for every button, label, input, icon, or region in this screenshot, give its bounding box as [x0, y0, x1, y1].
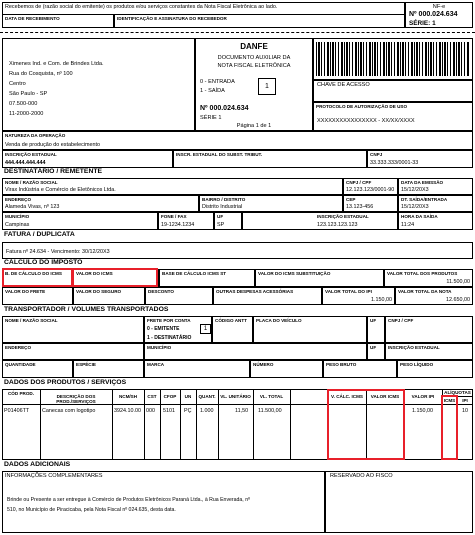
- emitente-line-4: São Paulo - SP: [9, 91, 48, 97]
- transp-uf2-label: UF: [370, 345, 377, 350]
- transportador-title: TRANSPORTADOR / VOLUMES TRANSPORTADOS: [4, 306, 169, 313]
- vol-peso-liquido-box: [397, 360, 473, 378]
- bc-st-label: BASE DE CÁLCULO ICMS ST: [162, 271, 227, 276]
- vol-marca-box: [144, 360, 250, 378]
- dest-saida-box: [398, 195, 473, 212]
- th-aliq-ipi: IPI: [462, 398, 468, 403]
- seguro-box: [73, 287, 145, 305]
- th-vcalc: V. CÁLC. ICMS: [331, 394, 363, 399]
- dest-fone-label: FONE / FAX: [161, 214, 187, 219]
- th-un: UN: [184, 394, 192, 399]
- th-cfop: CFOP: [163, 394, 177, 399]
- col-sep: [253, 389, 254, 460]
- transp-municipio-box: [144, 343, 367, 360]
- nota-total-label: VALOR TOTAL DA NOTA: [398, 289, 452, 294]
- td-cfop: 5101: [163, 408, 175, 414]
- col-sep: [180, 389, 181, 460]
- dest-cnpj-label: CNPJ / CPF: [346, 180, 372, 185]
- ie-box: [2, 150, 173, 168]
- dest-uf-box: [214, 212, 242, 230]
- col-sep: [144, 389, 145, 460]
- cut-line: [0, 32, 475, 33]
- vol-especie-label: ESPÉCIE: [76, 362, 96, 367]
- danfe-subtitle-2: NOTA FISCAL ELETRÔNICA: [217, 63, 291, 69]
- dest-ie-value: 123.123.123.123: [317, 222, 358, 228]
- outras-box: [213, 287, 322, 305]
- dest-cep-value: 13.123-456: [346, 204, 374, 210]
- danfe-number: Nº 000.024.634: [200, 105, 249, 112]
- vol-numero-label: NÚMERO: [253, 362, 274, 367]
- emit-cnpj-label: CNPJ: [370, 152, 383, 157]
- col-sep: [196, 389, 197, 460]
- vol-numero-box: [250, 360, 323, 378]
- reservado-fisco-box: [325, 471, 473, 533]
- transp-cnpj-box: [385, 316, 473, 343]
- chave-label: CHAVE DE ACESSO: [317, 82, 370, 88]
- dest-nome-value: Virax Indústria e Comércio de Eletônicos Ltda.: [5, 187, 116, 193]
- col-sep: [218, 389, 219, 460]
- th-aliq-icms: ICMS: [443, 398, 456, 403]
- transp-ie-label: INSCRIÇÃO ESTADUAL: [388, 345, 440, 350]
- emit-cnpj-box: [367, 150, 473, 168]
- th-desc: DESCRIÇÃO DOS PROD./SERVIÇOS: [56, 394, 96, 404]
- danfe-title: DANFE: [240, 42, 268, 51]
- transp-endereco-label: ENDEREÇO: [5, 345, 32, 350]
- dest-hora-box: [398, 212, 473, 230]
- emitente-line-1: Ximenes Ind. e Com. de Brindes Ltda.: [9, 61, 104, 67]
- destinatario-title: DESTINATÁRIO / REMETENTE: [4, 168, 103, 175]
- transp-cnpj-label: CNPJ / CPF: [388, 318, 414, 323]
- ipi-total-label: VALOR TOTAL DO IPI: [325, 289, 372, 294]
- emitente-line-3: Centro: [9, 81, 26, 87]
- dest-fone-value: 19-1234.1234: [161, 222, 195, 228]
- dest-bairro-box: [199, 195, 343, 212]
- natureza-label: NATUREZA DA OPERAÇÃO: [5, 133, 66, 138]
- receipt-text: Recebemos de (razão social do emitente) os produtos e/ou serviços constantes da Nota Fiscal Eletrônica ao lado.: [5, 4, 278, 10]
- ipi-total-box: [322, 287, 395, 305]
- info-line-2: 510, no Município de Piracicaba, pela Nota Fiscal nº 024.635, desta data.: [7, 507, 176, 513]
- transp-municipio-label: MUNICÍPIO: [147, 345, 172, 350]
- imposto-title: CÁLCULO DO IMPOSTO: [4, 259, 83, 266]
- dest-endereco-label: ENDEREÇO: [5, 197, 32, 202]
- td-desc: Canecas com logotipo: [42, 408, 96, 414]
- v-st-box: [255, 269, 384, 287]
- receipt-nfe-serie: SÉRIE: 1: [409, 20, 436, 27]
- emitente-line-2: Rua do Cosquista, nº 100: [9, 71, 73, 77]
- dest-endereco-value: Alameda Vivas, nº 123: [5, 204, 60, 210]
- outras-label: OUTRAS DESPESAS ACESSÓRIAS: [216, 289, 294, 294]
- fatura-text: Fatura nº 24.634 - Vencimento: 30/12/20X3: [6, 249, 110, 255]
- ie-value: 444.444.444.444: [5, 160, 46, 166]
- protocolo-box: [313, 102, 473, 131]
- ie-st-label: INSCR. ESTADUAL DO SUBST. TRIBUT.: [176, 152, 263, 157]
- transp-frete-emitente: 0 - EMITENTE: [147, 326, 180, 332]
- chave-box: [313, 80, 473, 102]
- receipt-nfe-box: [405, 2, 473, 28]
- td-cst: 000: [146, 408, 155, 414]
- td-ncm: 3924.10.00: [114, 408, 141, 414]
- receipt-date-label: DATA DE RECEBIMENTO: [5, 16, 60, 21]
- dest-municipio-label: MUNICÍPIO: [5, 214, 30, 219]
- ie-st-box: [173, 150, 367, 168]
- td-aliq-ipi: 10: [462, 408, 468, 414]
- dest-ie-box: [242, 212, 398, 230]
- v-st-label: VALOR DO ICMS SUBSTITUIÇÃO: [258, 271, 331, 276]
- adicionais-title: DADOS ADICIONAIS: [4, 461, 71, 468]
- highlight-icms-values: [327, 389, 405, 460]
- td-vunit: 11,50: [235, 408, 249, 414]
- th-ncm: NCM/SH: [118, 394, 138, 399]
- danfe-box: [195, 38, 313, 131]
- vol-peso-bruto-box: [323, 360, 397, 378]
- receipt-signature-field[interactable]: [114, 14, 405, 28]
- vol-especie-box: [73, 360, 144, 378]
- transp-uf-label: UF: [370, 318, 377, 323]
- col-sep: [112, 389, 113, 460]
- fatura-box: [2, 242, 473, 259]
- vol-quantidade-label: QUANTIDADE: [5, 362, 36, 367]
- th-aliq: ALÍQUOTAS: [444, 390, 471, 395]
- natureza-value: Venda de produção do estabelecimento: [5, 142, 101, 148]
- th-cst: CST: [147, 394, 157, 399]
- nota-total-box: [395, 287, 473, 305]
- th-vunit: VL. UNITÁRIO: [220, 394, 251, 399]
- transp-uf-box: [367, 316, 385, 343]
- danfe-subtitle-1: DOCUMENTO AUXILIAR DA: [217, 55, 291, 61]
- transp-placa-box: [253, 316, 367, 343]
- protocolo-value: XXXXXXXXXXXXXXXX - XX/XX/XXXX: [317, 118, 415, 124]
- transp-uf2-box: [367, 343, 385, 360]
- transp-placa-label: PLACA DO VEÍCULO: [256, 318, 302, 323]
- dest-endereco-box: [2, 195, 199, 212]
- dest-cep-box: [343, 195, 398, 212]
- highlight-v-icms: [72, 268, 158, 287]
- transp-nome-label: NOME / RAZÃO SOCIAL: [5, 318, 58, 323]
- danfe-serie: SÉRIE 1: [200, 115, 222, 121]
- emitente-line-6: 11-2000-2000: [9, 111, 44, 117]
- dest-cep-label: CEP: [346, 197, 356, 202]
- transp-endereco-box: [2, 343, 144, 360]
- transp-frete-box: [144, 316, 212, 343]
- frete-box: [2, 287, 73, 305]
- danfe-pagina: Página 1 de 1: [236, 123, 272, 129]
- dest-uf-value: SP: [217, 222, 225, 228]
- produtos-title: DADOS DOS PRODUTOS / SERVIÇOS: [4, 379, 127, 386]
- natureza-box: [2, 131, 473, 150]
- v-prod-value: 11.500,00: [446, 279, 470, 285]
- desconto-box: [145, 287, 213, 305]
- emit-cnpj-value: 33.333.333/0001-33: [370, 160, 419, 166]
- v-prod-box: [384, 269, 473, 287]
- transp-frete-dest: 1 - DESTINATÁRIO: [147, 335, 192, 341]
- dest-cnpj-value: 12.123.123/0001-90: [346, 187, 395, 193]
- td-un: PÇ: [184, 408, 192, 414]
- th-vicms: VALOR ICMS: [370, 394, 400, 399]
- vol-quantidade-box: [2, 360, 73, 378]
- vol-peso-liquido-label: PESO LÍQUIDO: [400, 362, 434, 367]
- transp-frete-value: 1: [200, 324, 211, 334]
- emitente-box: [2, 38, 195, 131]
- danfe-saida: 1 - SAÍDA: [200, 88, 225, 94]
- vol-peso-bruto-label: PESO BRUTO: [326, 362, 357, 367]
- emitente-line-5: 07.500-000: [9, 101, 38, 107]
- transp-antt-box: [212, 316, 253, 343]
- td-quant: 1.000: [200, 408, 214, 414]
- dest-municipio-box: [2, 212, 158, 230]
- dest-municipio-value: Campinas: [5, 222, 30, 228]
- transp-ie-box: [385, 343, 473, 360]
- receipt-signature-label: IDENTIFICAÇÃO E ASSINATURA DO RECEBEDOR: [117, 16, 227, 21]
- dest-nome-label: NOME / RAZÃO SOCIAL: [5, 180, 58, 185]
- th-cod: CÓD PROD.: [7, 391, 35, 396]
- info-line-1: Brinde ou Presente a ser entregue à Comércio de Produtos Eletrônicos Paraná Ltda., à Rua Enverada, nº: [7, 497, 250, 503]
- receipt-nfe-label: NF-e: [432, 4, 446, 10]
- dest-cnpj-box: [343, 178, 398, 195]
- desconto-label: DESCONTO: [148, 289, 174, 294]
- dest-nome-box: [2, 178, 343, 195]
- vol-marca-label: MARCA: [147, 362, 165, 367]
- td-cod: P01406TT: [4, 408, 30, 414]
- dest-fone-box: [158, 212, 214, 230]
- reservado-fisco-label: RESERVADO AO FISCO: [330, 473, 393, 479]
- transp-nome-box: [2, 316, 144, 343]
- v-icms-label: VALOR DO ICMS: [76, 271, 113, 276]
- dest-uf-label: UF: [217, 214, 224, 219]
- fatura-title: FATURA / DUPLICATA: [4, 231, 75, 238]
- barcode-graphic: [316, 42, 470, 76]
- highlight-aliq-icms: [441, 395, 458, 460]
- seguro-label: VALOR DO SEGURO: [76, 289, 122, 294]
- dest-emissao-label: DATA DA EMISSÃO: [401, 180, 444, 185]
- th-vipi: VALOR IPI: [411, 394, 435, 399]
- dest-saida-label: DT. SAÍDA/ENTRADA: [401, 197, 448, 202]
- bc-icms-label: B. DE CÁLCULO DO ICMS: [5, 271, 62, 276]
- highlight-bc-icms: [2, 268, 73, 287]
- info-complementares-label: INFORMAÇÕES COMPLEMENTARES: [5, 473, 103, 479]
- info-complementares-box: [2, 471, 325, 533]
- dest-ie-label: INSCRIÇÃO ESTADUAL: [317, 214, 369, 219]
- td-vipi: 1.150,00: [412, 408, 433, 414]
- col-sep: [160, 389, 161, 460]
- danfe-tipo-box: 1: [258, 78, 276, 95]
- col-sep: [290, 389, 291, 460]
- th-quant: QUANT.: [198, 394, 216, 399]
- protocolo-label: PROTOCOLO DE AUTORIZAÇÃO DE USO: [316, 104, 408, 109]
- td-vtotal: 11.500,00: [258, 408, 282, 414]
- dest-hora-value: 11:24: [401, 222, 415, 228]
- dest-saida-value: 15/12/20X3: [401, 204, 429, 210]
- dest-hora-label: HORA DA SAÍDA: [401, 214, 438, 219]
- dest-bairro-value: Distrito Industrial: [202, 204, 243, 210]
- ie-label: INSCRIÇÃO ESTADUAL: [5, 152, 57, 157]
- dest-emissao-box: [398, 178, 473, 195]
- frete-label: VALOR DO FRETE: [5, 289, 46, 294]
- nota-total-value: 12.650,00: [446, 297, 470, 303]
- v-prod-label: VALOR TOTAL DOS PRODUTOS: [387, 271, 458, 276]
- receipt-date-field[interactable]: [2, 14, 114, 28]
- ipi-total-value: 1.150,00: [371, 297, 392, 303]
- dest-bairro-label: BAIRRO / DISTRITO: [202, 197, 246, 202]
- bc-st-box: [159, 269, 255, 287]
- dest-emissao-value: 15/12/20X3: [401, 187, 429, 193]
- transp-antt-label: CÓDIGO ANTT: [215, 318, 247, 323]
- danfe-entrada: 0 - ENTRADA: [200, 79, 235, 85]
- transp-frete-label: FRETE POR CONTA: [147, 318, 191, 323]
- th-vtotal: VL. TOTAL: [259, 394, 284, 399]
- receipt-nfe-number: Nº 000.024.634: [409, 11, 458, 18]
